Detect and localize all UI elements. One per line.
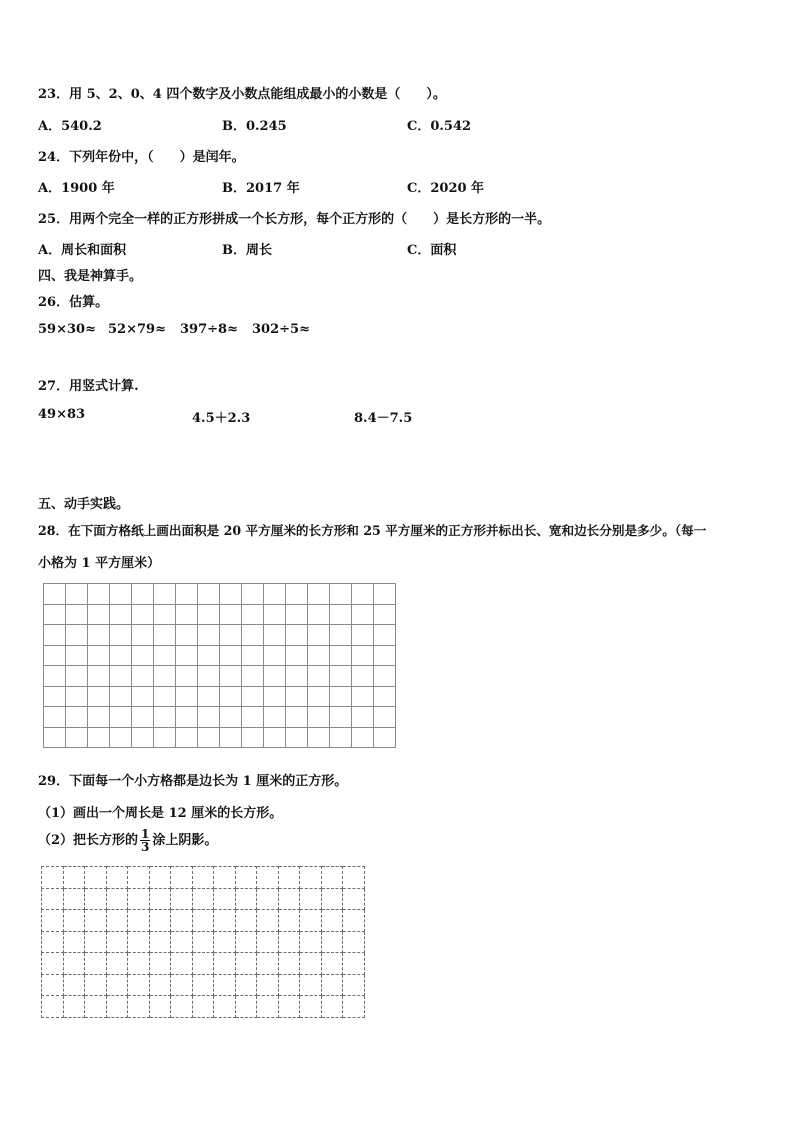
grid-cell[interactable] [374, 707, 396, 728]
q24-stem: 24．下列年份中，（ ）是闰年。 [38, 150, 245, 165]
grid-row [44, 584, 396, 605]
grid-row [42, 974, 365, 996]
grid-cell[interactable] [300, 931, 322, 953]
grid-cell[interactable] [44, 666, 66, 687]
grid-cell[interactable] [66, 686, 88, 707]
grid-cell[interactable] [44, 604, 66, 625]
q29-part-2-suffix: 涂上阴影。 [152, 833, 218, 848]
q23-stem: 23．用 5、2、0、4 四个数字及小数点能组成最小的小数是（ ）。 [38, 87, 446, 102]
q28-stem-line-1: 28．在下面方格纸上画出面积是 20 平方厘米的长方形和 25 平方厘米的正方形并标出长、宽和边长分别是多少。（每一 [38, 523, 707, 538]
grid-cell[interactable] [321, 888, 343, 910]
grid-cell[interactable] [214, 996, 236, 1018]
grid-cell[interactable] [264, 707, 286, 728]
q23-option-b: B．0.245 [222, 119, 287, 134]
grid-cell[interactable] [374, 645, 396, 666]
grid-cell[interactable] [235, 996, 257, 1018]
grid-cell[interactable] [308, 686, 330, 707]
grid-cell[interactable] [88, 604, 110, 625]
grid-cell[interactable] [192, 996, 214, 1018]
q29-stem: 29．下面每一个小方格都是边长为 1 厘米的正方形。 [38, 774, 348, 789]
grid-cell[interactable] [63, 996, 85, 1018]
grid-cell[interactable] [343, 910, 365, 932]
grid-cell[interactable] [110, 604, 132, 625]
grid-cell[interactable] [42, 974, 64, 996]
grid-row [44, 604, 396, 625]
grid-cell[interactable] [352, 707, 374, 728]
grid-cell[interactable] [63, 953, 85, 975]
grid-cell[interactable] [88, 645, 110, 666]
q24-option-b: B．2017 年 [222, 181, 300, 196]
grid-cell[interactable] [330, 686, 352, 707]
section-5-title: 五、动手实践。 [38, 497, 130, 512]
grid-row [42, 867, 365, 889]
grid-cell[interactable] [286, 666, 308, 687]
grid-cell[interactable] [235, 910, 257, 932]
grid-cell[interactable] [106, 910, 128, 932]
grid-cell[interactable] [88, 707, 110, 728]
section-4-title: 四、我是神算手。 [38, 269, 143, 284]
grid-cell[interactable] [88, 727, 110, 748]
grid-cell[interactable] [343, 996, 365, 1018]
grid-cell[interactable] [242, 645, 264, 666]
grid-cell[interactable] [88, 625, 110, 646]
grid-cell[interactable] [154, 584, 176, 605]
q29-dotted-grid[interactable] [41, 866, 365, 1018]
grid-cell[interactable] [63, 910, 85, 932]
grid-cell[interactable] [242, 727, 264, 748]
grid-cell[interactable] [110, 584, 132, 605]
q29-part-1: （1）画出一个周长是 12 厘米的长方形。 [38, 806, 283, 821]
grid-cell[interactable] [85, 888, 107, 910]
grid-cell[interactable] [63, 974, 85, 996]
fraction-numerator: 1 [141, 827, 150, 841]
grid-row [44, 707, 396, 728]
grid-cell[interactable] [374, 727, 396, 748]
q24-option-c: C．2020 年 [407, 181, 485, 196]
grid-cell[interactable] [132, 666, 154, 687]
grid-cell[interactable] [321, 910, 343, 932]
grid-cell[interactable] [242, 666, 264, 687]
grid-cell[interactable] [128, 888, 150, 910]
q27-stem: 27．用竖式计算. [38, 379, 139, 394]
grid-cell[interactable] [278, 996, 300, 1018]
grid-row [44, 666, 396, 687]
grid-cell[interactable] [220, 645, 242, 666]
grid-cell[interactable] [128, 953, 150, 975]
grid-cell[interactable] [132, 686, 154, 707]
grid-cell[interactable] [257, 953, 279, 975]
grid-cell[interactable] [171, 888, 193, 910]
grid-cell[interactable] [110, 727, 132, 748]
grid-cell[interactable] [171, 953, 193, 975]
grid-cell[interactable] [110, 666, 132, 687]
grid-cell[interactable] [66, 584, 88, 605]
grid-cell[interactable] [300, 953, 322, 975]
grid-cell[interactable] [106, 996, 128, 1018]
grid-cell[interactable] [278, 974, 300, 996]
grid-cell[interactable] [171, 867, 193, 889]
grid-cell[interactable] [286, 604, 308, 625]
grid-cell[interactable] [106, 931, 128, 953]
grid-cell[interactable] [149, 931, 171, 953]
q23-option-a: A．540.2 [38, 119, 102, 134]
grid-cell[interactable] [176, 666, 198, 687]
grid-cell[interactable] [154, 727, 176, 748]
grid-cell[interactable] [300, 888, 322, 910]
grid-cell[interactable] [128, 910, 150, 932]
grid-cell[interactable] [42, 888, 64, 910]
grid-cell[interactable] [352, 625, 374, 646]
grid-cell[interactable] [110, 707, 132, 728]
grid-cell[interactable] [149, 953, 171, 975]
grid-cell[interactable] [198, 604, 220, 625]
q27-item-2: 4.5＋2.3 [192, 411, 251, 426]
grid-cell[interactable] [330, 727, 352, 748]
grid-cell[interactable] [321, 867, 343, 889]
grid-cell[interactable] [278, 888, 300, 910]
grid-cell[interactable] [106, 867, 128, 889]
grid-cell[interactable] [343, 974, 365, 996]
grid-cell[interactable] [286, 584, 308, 605]
grid-cell[interactable] [106, 953, 128, 975]
grid-cell[interactable] [330, 645, 352, 666]
grid-cell[interactable] [44, 625, 66, 646]
grid-cell[interactable] [300, 910, 322, 932]
grid-cell[interactable] [235, 931, 257, 953]
grid-cell[interactable] [42, 910, 64, 932]
grid-cell[interactable] [198, 645, 220, 666]
grid-cell[interactable] [192, 953, 214, 975]
grid-cell[interactable] [85, 974, 107, 996]
grid-cell[interactable] [192, 910, 214, 932]
q28-square-grid[interactable] [43, 583, 396, 748]
grid-cell[interactable] [374, 666, 396, 687]
grid-cell[interactable] [242, 625, 264, 646]
grid-row [44, 645, 396, 666]
q26-item-2: 52×79≈ [108, 322, 166, 337]
grid-cell[interactable] [235, 888, 257, 910]
grid-cell[interactable] [106, 888, 128, 910]
q26-item-1: 59×30≈ [38, 322, 96, 337]
q26-stem: 26．估算。 [38, 295, 109, 310]
grid-cell[interactable] [66, 727, 88, 748]
grid-cell[interactable] [308, 727, 330, 748]
grid-cell[interactable] [308, 666, 330, 687]
grid-cell[interactable] [198, 686, 220, 707]
grid-cell[interactable] [235, 974, 257, 996]
grid-cell[interactable] [300, 974, 322, 996]
grid-cell[interactable] [42, 953, 64, 975]
q27-item-3: 8.4－7.5 [354, 411, 413, 426]
grid-cell[interactable] [42, 867, 64, 889]
grid-cell[interactable] [176, 727, 198, 748]
grid-cell[interactable] [286, 727, 308, 748]
grid-row [42, 931, 365, 953]
grid-cell[interactable] [171, 931, 193, 953]
grid-cell[interactable] [321, 996, 343, 1018]
grid-cell[interactable] [88, 584, 110, 605]
grid-cell[interactable] [343, 867, 365, 889]
grid-cell[interactable] [154, 604, 176, 625]
grid-cell[interactable] [192, 888, 214, 910]
grid-cell[interactable] [42, 996, 64, 1018]
grid-cell[interactable] [171, 996, 193, 1018]
grid-cell[interactable] [308, 604, 330, 625]
fraction-denominator: 3 [141, 840, 150, 854]
grid-cell[interactable] [154, 625, 176, 646]
grid-cell[interactable] [198, 707, 220, 728]
grid-cell[interactable] [214, 888, 236, 910]
grid-cell[interactable] [132, 645, 154, 666]
grid-cell[interactable] [154, 645, 176, 666]
grid-cell[interactable] [214, 931, 236, 953]
grid-cell[interactable] [330, 666, 352, 687]
grid-cell[interactable] [44, 645, 66, 666]
grid-cell[interactable] [264, 625, 286, 646]
grid-cell[interactable] [220, 625, 242, 646]
grid-cell[interactable] [44, 707, 66, 728]
grid-cell[interactable] [63, 867, 85, 889]
grid-cell[interactable] [44, 727, 66, 748]
grid-cell[interactable] [85, 953, 107, 975]
grid-cell[interactable] [88, 686, 110, 707]
grid-cell[interactable] [257, 931, 279, 953]
grid-cell[interactable] [66, 625, 88, 646]
grid-cell[interactable] [374, 584, 396, 605]
grid-cell[interactable] [176, 686, 198, 707]
grid-cell[interactable] [176, 625, 198, 646]
q25-stem: 25．用两个完全一样的正方形拼成一个长方形，每个正方形的（ ）是长方形的一半。 [38, 212, 551, 227]
grid-row [44, 727, 396, 748]
grid-cell[interactable] [214, 953, 236, 975]
grid-cell[interactable] [149, 910, 171, 932]
grid-cell[interactable] [343, 953, 365, 975]
grid-cell[interactable] [257, 867, 279, 889]
grid-cell[interactable] [198, 727, 220, 748]
grid-cell[interactable] [286, 625, 308, 646]
grid-cell[interactable] [308, 645, 330, 666]
grid-cell[interactable] [308, 707, 330, 728]
grid-cell[interactable] [257, 996, 279, 1018]
grid-cell[interactable] [264, 604, 286, 625]
grid-cell[interactable] [128, 931, 150, 953]
grid-cell[interactable] [42, 931, 64, 953]
grid-cell[interactable] [154, 666, 176, 687]
grid-cell[interactable] [110, 625, 132, 646]
grid-cell[interactable] [128, 996, 150, 1018]
grid-cell[interactable] [343, 888, 365, 910]
grid-cell[interactable] [132, 727, 154, 748]
q24-option-a: A．1900 年 [38, 181, 115, 196]
grid-cell[interactable] [192, 931, 214, 953]
grid-cell[interactable] [128, 867, 150, 889]
grid-cell[interactable] [343, 931, 365, 953]
grid-cell[interactable] [278, 953, 300, 975]
grid-cell[interactable] [264, 645, 286, 666]
q25-option-b: B．周长 [222, 243, 272, 258]
grid-cell[interactable] [264, 727, 286, 748]
grid-cell[interactable] [132, 625, 154, 646]
q25-option-a: A．周长和面积 [38, 243, 127, 258]
grid-cell[interactable] [257, 910, 279, 932]
grid-cell[interactable] [321, 953, 343, 975]
grid-cell[interactable] [286, 645, 308, 666]
grid-cell[interactable] [149, 996, 171, 1018]
grid-cell[interactable] [352, 584, 374, 605]
grid-cell[interactable] [286, 707, 308, 728]
grid-cell[interactable] [300, 867, 322, 889]
grid-cell[interactable] [352, 686, 374, 707]
grid-cell[interactable] [132, 707, 154, 728]
q29-part-2 [38, 828, 217, 853]
grid-cell[interactable] [198, 666, 220, 687]
grid-cell[interactable] [171, 910, 193, 932]
grid-cell[interactable] [278, 931, 300, 953]
grid-cell[interactable] [44, 686, 66, 707]
grid-cell[interactable] [374, 686, 396, 707]
q26-item-4: 302÷5≈ [252, 322, 310, 337]
grid-cell[interactable] [128, 974, 150, 996]
grid-cell[interactable] [214, 867, 236, 889]
grid-cell[interactable] [321, 931, 343, 953]
grid-cell[interactable] [220, 686, 242, 707]
grid-cell[interactable] [300, 996, 322, 1018]
grid-cell[interactable] [66, 707, 88, 728]
grid-cell[interactable] [264, 686, 286, 707]
q26-item-3: 397÷8≈ [180, 322, 238, 337]
grid-cell[interactable] [85, 931, 107, 953]
grid-cell[interactable] [242, 686, 264, 707]
grid-cell[interactable] [149, 974, 171, 996]
grid-row [44, 686, 396, 707]
grid-cell[interactable] [278, 867, 300, 889]
grid-cell[interactable] [154, 686, 176, 707]
grid-cell[interactable] [214, 910, 236, 932]
grid-cell[interactable] [220, 584, 242, 605]
one-third-fraction [140, 828, 150, 853]
grid-cell[interactable] [321, 974, 343, 996]
grid-cell[interactable] [242, 584, 264, 605]
grid-row [42, 888, 365, 910]
grid-cell[interactable] [192, 974, 214, 996]
grid-row [42, 953, 365, 975]
grid-cell[interactable] [374, 625, 396, 646]
grid-cell[interactable] [198, 625, 220, 646]
grid-cell[interactable] [235, 867, 257, 889]
grid-cell[interactable] [63, 931, 85, 953]
grid-cell[interactable] [66, 645, 88, 666]
grid-cell[interactable] [286, 686, 308, 707]
grid-cell[interactable] [149, 867, 171, 889]
grid-cell[interactable] [176, 604, 198, 625]
grid-cell[interactable] [176, 584, 198, 605]
grid-cell[interactable] [63, 888, 85, 910]
grid-cell[interactable] [132, 604, 154, 625]
grid-cell[interactable] [264, 584, 286, 605]
grid-cell[interactable] [110, 645, 132, 666]
q23-option-c: C．0.542 [407, 119, 472, 134]
grid-cell[interactable] [308, 584, 330, 605]
grid-cell[interactable] [352, 645, 374, 666]
q28-stem-line-2: 小格为 1 平方厘米） [38, 556, 161, 571]
grid-cell[interactable] [330, 625, 352, 646]
grid-cell[interactable] [66, 666, 88, 687]
grid-cell[interactable] [154, 707, 176, 728]
grid-cell[interactable] [198, 584, 220, 605]
grid-cell[interactable] [88, 666, 110, 687]
grid-cell[interactable] [85, 996, 107, 1018]
grid-cell[interactable] [330, 584, 352, 605]
grid-cell[interactable] [106, 974, 128, 996]
grid-cell[interactable] [235, 953, 257, 975]
grid-cell[interactable] [220, 727, 242, 748]
grid-cell[interactable] [257, 974, 279, 996]
grid-row [42, 910, 365, 932]
grid-cell[interactable] [264, 666, 286, 687]
grid-cell[interactable] [374, 604, 396, 625]
grid-cell[interactable] [176, 707, 198, 728]
grid-cell[interactable] [242, 707, 264, 728]
grid-cell[interactable] [110, 686, 132, 707]
q27-item-1: 49×83 [38, 407, 86, 422]
grid-cell[interactable] [171, 974, 193, 996]
grid-cell[interactable] [192, 867, 214, 889]
grid-cell[interactable] [220, 666, 242, 687]
grid-cell[interactable] [308, 625, 330, 646]
grid-cell[interactable] [352, 666, 374, 687]
grid-cell[interactable] [44, 584, 66, 605]
grid-cell[interactable] [214, 974, 236, 996]
grid-cell[interactable] [220, 707, 242, 728]
grid-cell[interactable] [278, 910, 300, 932]
grid-row [42, 996, 365, 1018]
grid-cell[interactable] [85, 910, 107, 932]
grid-cell[interactable] [132, 584, 154, 605]
grid-cell[interactable] [352, 604, 374, 625]
grid-cell[interactable] [149, 888, 171, 910]
grid-cell[interactable] [220, 604, 242, 625]
q29-part-2-prefix: （2）把长方形的 [38, 833, 139, 848]
grid-cell[interactable] [257, 888, 279, 910]
grid-cell[interactable] [66, 604, 88, 625]
grid-cell[interactable] [352, 727, 374, 748]
grid-cell[interactable] [85, 867, 107, 889]
grid-cell[interactable] [176, 645, 198, 666]
grid-cell[interactable] [330, 604, 352, 625]
grid-cell[interactable] [242, 604, 264, 625]
q25-option-c: C．面积 [407, 243, 457, 258]
grid-row [44, 625, 396, 646]
grid-cell[interactable] [330, 707, 352, 728]
